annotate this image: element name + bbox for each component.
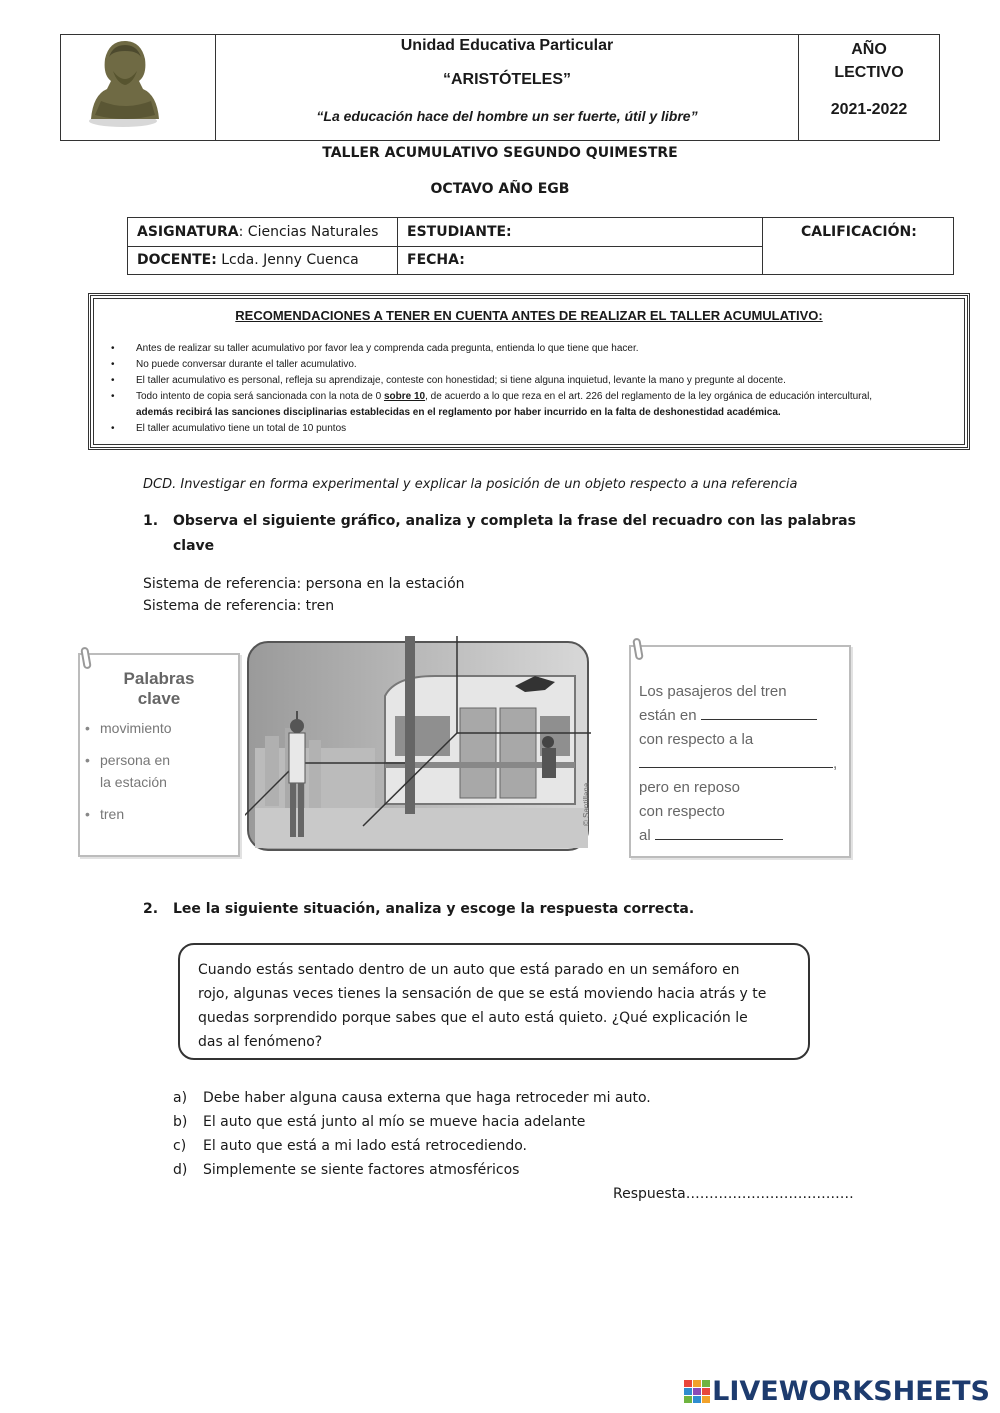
brand-logo bbox=[684, 1376, 990, 1407]
recommendations-list bbox=[111, 341, 961, 437]
situation-line: rojo, algunas veces tienes la sensación de que se está moviendo hacia atrás y te bbox=[198, 986, 767, 1002]
grade-label: CALIFICACIÓN: bbox=[801, 224, 917, 240]
answer-field[interactable]: Respuesta……………………………… bbox=[613, 1186, 854, 1202]
rec4-part-d: además recibirá las sanciones disciplinarias establecidas en el reglamento por haber incurrido en la falta de deshonestidad académica. bbox=[136, 407, 781, 418]
recommendations-title: RECOMENDACIONES A TENER EN CUENTA ANTES DE REALIZAR EL TALLER ACUMULATIVO: bbox=[235, 308, 823, 323]
recommendation-item: • El taller acumulativo tiene un total de 10 puntos bbox=[111, 421, 961, 437]
option-letter: d) bbox=[173, 1162, 188, 1178]
rec4-part-c: , de acuerdo a lo que reza en el art. 226 del reglamento de la ley orgánica de educación intercultural, bbox=[425, 391, 873, 402]
year-label-2: LECTIVO bbox=[834, 64, 904, 81]
option-letter: b) bbox=[173, 1114, 188, 1130]
option-c[interactable] bbox=[173, 1134, 651, 1158]
reference-1: Sistema de referencia: persona en la estación bbox=[143, 576, 465, 592]
option-text: Simplemente se siente factores atmosféricos bbox=[203, 1162, 520, 1178]
option-letter: c) bbox=[173, 1138, 187, 1154]
q2-text: Lee la siguiente situación, analiza y escoge la respuesta correcta. bbox=[173, 901, 695, 917]
workshop-title: TALLER ACUMULATIVO SEGUNDO QUIMESTRE bbox=[322, 145, 678, 161]
option-a[interactable] bbox=[173, 1086, 651, 1110]
brand-name: LIVEWORKSHEETS bbox=[712, 1376, 990, 1407]
recommendations-box bbox=[88, 293, 970, 450]
dcd-statement: DCD. Investigar en forma experimental y explicar la posición de un objeto respecto a una referencia bbox=[143, 477, 798, 492]
sentence-line-7 bbox=[639, 824, 849, 848]
keywords-list bbox=[80, 717, 238, 825]
q1-text-line1: Observa el siguiente gráfico, analiza y completa la frase del recuadro con las palabras bbox=[173, 513, 856, 529]
sentence-part: al bbox=[639, 827, 651, 844]
keyword-item bbox=[80, 749, 238, 793]
reference-2: Sistema de referencia: tren bbox=[143, 598, 335, 614]
sentence-part: están en bbox=[639, 707, 697, 724]
situation-line: Cuando estás sentado dentro de un auto que está parado en un semáforo en bbox=[198, 962, 740, 978]
teacher-label: DOCENTE: bbox=[137, 252, 217, 268]
keyword-line-b: la estación bbox=[100, 774, 167, 790]
image-credit: © Santillana bbox=[582, 782, 591, 826]
teacher-value: Lcda. Jenny Cuenca bbox=[216, 252, 359, 268]
year-value: 2021-2022 bbox=[830, 101, 908, 118]
keyword-item: • tren bbox=[80, 803, 238, 825]
subject-value: : Ciencias Naturales bbox=[238, 224, 379, 240]
recommendation-item: • El taller acumulativo es personal, refleja su aprendizaje, conteste con honestidad; si tiene alguna inquietud, levante la mano y pregunte al docente. bbox=[111, 373, 961, 389]
logo-cell bbox=[61, 35, 216, 140]
date-label: FECHA: bbox=[407, 252, 465, 268]
brand-grid-icon bbox=[684, 1380, 710, 1404]
option-text: Debe haber alguna causa externa que haga retroceder mi auto. bbox=[203, 1090, 651, 1106]
year-cell bbox=[799, 35, 939, 140]
student-info-table bbox=[127, 217, 954, 275]
sentence-line-3: con respecto a la bbox=[639, 731, 754, 748]
blank-field-3[interactable] bbox=[655, 839, 783, 840]
option-text: El auto que está junto al mío se mueve hacia adelante bbox=[203, 1114, 586, 1130]
keyword-item: • movimiento bbox=[80, 717, 238, 739]
subject-label: ASIGNATURA bbox=[137, 224, 239, 240]
keywords-title-1: Palabras bbox=[123, 669, 195, 688]
recommendation-item bbox=[111, 389, 961, 421]
school-name: Unidad Educativa Particular bbox=[400, 37, 614, 54]
header-table bbox=[60, 34, 940, 141]
sentence-text bbox=[639, 680, 849, 848]
rec4-part-a: Todo intento de copia será sancionada con la nota de 0 bbox=[136, 391, 384, 402]
option-text: El auto que está a mi lado está retrocediendo. bbox=[203, 1138, 527, 1154]
q1-text-line2: clave bbox=[173, 538, 215, 554]
sentence-line-5: pero en reposo bbox=[639, 779, 740, 796]
keyword-line-a: persona en bbox=[100, 752, 171, 768]
blank-field-1[interactable] bbox=[701, 719, 817, 720]
q2-number: 2. bbox=[143, 901, 159, 917]
q1-number: 1. bbox=[143, 513, 159, 529]
sentence-card bbox=[629, 645, 851, 858]
school-motto: “La educación hace del hombre un ser fuerte, útil y libre” bbox=[316, 108, 698, 124]
grade-title: OCTAVO AÑO EGB bbox=[430, 181, 570, 197]
rec4-part-b: sobre 10 bbox=[383, 391, 426, 402]
school-title: “ARISTÓTELES” bbox=[442, 71, 571, 88]
train-station-illustration bbox=[245, 636, 600, 856]
aristotle-bust-icon bbox=[61, 35, 216, 140]
situation-line: das al fenómeno? bbox=[198, 1034, 323, 1050]
keywords-card bbox=[78, 653, 240, 857]
subject-cell bbox=[128, 218, 378, 246]
teacher-cell bbox=[128, 246, 359, 274]
blank-field-2[interactable] bbox=[639, 767, 833, 768]
year-label-1: AÑO bbox=[851, 41, 887, 58]
situation-box bbox=[178, 943, 810, 1060]
keywords-title-2: clave bbox=[137, 689, 181, 708]
recommendation-item: • Antes de realizar su taller acumulativo por favor lea y comprenda cada pregunta, entienda lo que tiene que hacer. bbox=[111, 341, 961, 357]
option-letter: a) bbox=[173, 1090, 188, 1106]
sentence-line-6: con respecto bbox=[639, 803, 725, 820]
option-d[interactable] bbox=[173, 1158, 651, 1182]
q1-text bbox=[173, 509, 873, 559]
school-cell bbox=[216, 35, 799, 140]
sentence-line-4 bbox=[639, 752, 849, 776]
recommendation-item: • No puede conversar durante el taller acumulativo. bbox=[111, 357, 961, 373]
sentence-line-2 bbox=[639, 704, 849, 728]
sentence-comma: , bbox=[833, 755, 838, 772]
sentence-line-1: Los pasajeros del tren bbox=[639, 683, 787, 700]
situation-line: quedas sorprendido porque sabes que el auto está quieto. ¿Qué explicación le bbox=[198, 1010, 748, 1026]
option-b[interactable] bbox=[173, 1110, 651, 1134]
answer-options bbox=[173, 1086, 651, 1182]
student-label: ESTUDIANTE: bbox=[407, 224, 512, 240]
